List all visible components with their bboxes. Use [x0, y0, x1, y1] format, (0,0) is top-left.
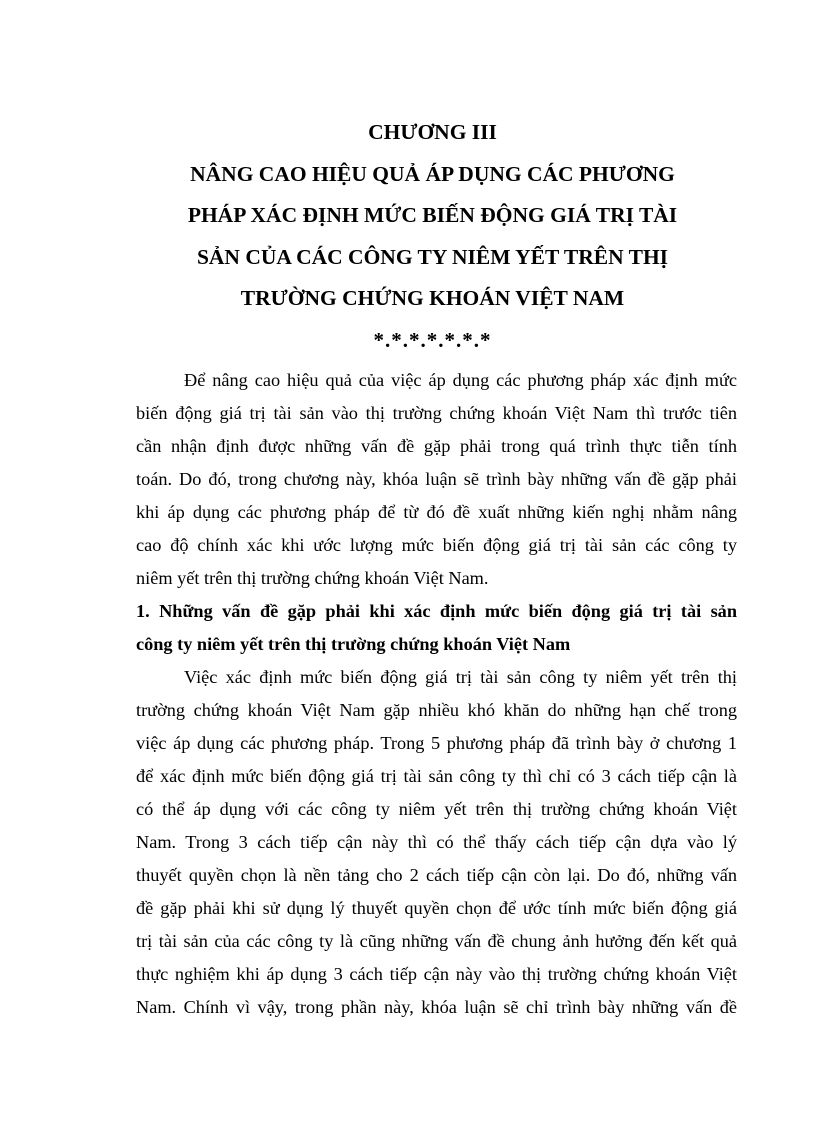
- text-line: thuyết quyền chọn là nền tảng cho 2 cách tiếp cận còn lại. Do đó, những vấn: [136, 865, 737, 885]
- intro-paragraph: [136, 364, 737, 595]
- chapter-title-line: PHÁP XÁC ĐỊNH MỨC BIẾN ĐỘNG GIÁ TRỊ TÀI: [187, 203, 678, 227]
- text-line: biến động giá trị tài sản vào thị trường chứng khoán Việt Nam thì trước tiên: [136, 403, 737, 423]
- text-line: trị tài sản của các công ty là cũng những vấn đề chung ảnh hưởng đến kết quả: [136, 931, 737, 951]
- text-line: để xác định mức biến động giá trị tài sản công ty thì chỉ có 3 cách tiếp cận là: [136, 766, 737, 786]
- text-line: Nam. Trong 3 cách tiếp cận này thì có thể thấy cách tiếp cận dựa vào lý: [136, 832, 737, 852]
- section1-paragraph: [136, 661, 737, 1024]
- heading-line: công ty niêm yết trên thị trường chứng khoán Việt Nam: [136, 634, 571, 654]
- chapter-title-line: TRƯỜNG CHỨNG KHOÁN VIỆT NAM: [240, 286, 625, 310]
- text-line: việc áp dụng các phương pháp. Trong 5 phương pháp đã trình bày ở chương 1: [136, 733, 737, 753]
- heading-line: 1. Những vấn đề gặp phải khi xác định mức biến động giá trị tài sản: [136, 601, 737, 621]
- text-line: toán. Do đó, trong chương này, khóa luận sẽ trình bày những vấn đề gặp phải: [136, 469, 737, 489]
- chapter-title-line: SẢN CỦA CÁC CÔNG TY NIÊM YẾT TRÊN THỊ: [196, 244, 669, 269]
- text-line: Để nâng cao hiệu quả của việc áp dụng các phương pháp xác định mức: [184, 370, 737, 390]
- text-line: có thể áp dụng với các công ty niêm yết trên thị trường chứng khoán Việt: [136, 799, 737, 819]
- text-line: niêm yết trên thị trường chứng khoán Việt Nam.: [136, 568, 489, 588]
- section-heading: [136, 595, 737, 661]
- text-line: cần nhận định được những vấn đề gặp phải trong quá trình thực tiễn tính: [136, 436, 737, 456]
- text-line: Việc xác định mức biến động giá trị tài sản công ty niêm yết trên thị: [184, 667, 737, 687]
- text-line: khi áp dụng các phương pháp để từ đó đề xuất những kiến nghị nhằm nâng: [136, 502, 737, 522]
- chapter-number: CHƯƠNG III: [368, 120, 497, 144]
- separator-stars: *.*.*.*.*.*.*: [373, 327, 492, 352]
- text-line: Nam. Chính vì vậy, trong phần này, khóa luận sẽ chỉ trình bày những vấn đề: [136, 997, 737, 1017]
- body-text: [136, 364, 737, 1024]
- text-line: thực nghiệm khi áp dụng 3 cách tiếp cận này vào thị trường chứng khoán Việt: [136, 964, 737, 984]
- chapter-title-block: [100, 112, 765, 361]
- text-line: trường chứng khoán Việt Nam gặp nhiều khó khăn do những hạn chế trong: [136, 700, 737, 720]
- chapter-title-line: NÂNG CAO HIỆU QUẢ ÁP DỤNG CÁC PHƯƠNG: [190, 161, 675, 186]
- text-line: cao độ chính xác khi ước lượng mức biến động giá trị tài sản các công ty: [136, 535, 737, 555]
- text-line: đề gặp phải khi sử dụng lý thuyết quyền chọn để ước tính mức biến động giá: [136, 898, 737, 918]
